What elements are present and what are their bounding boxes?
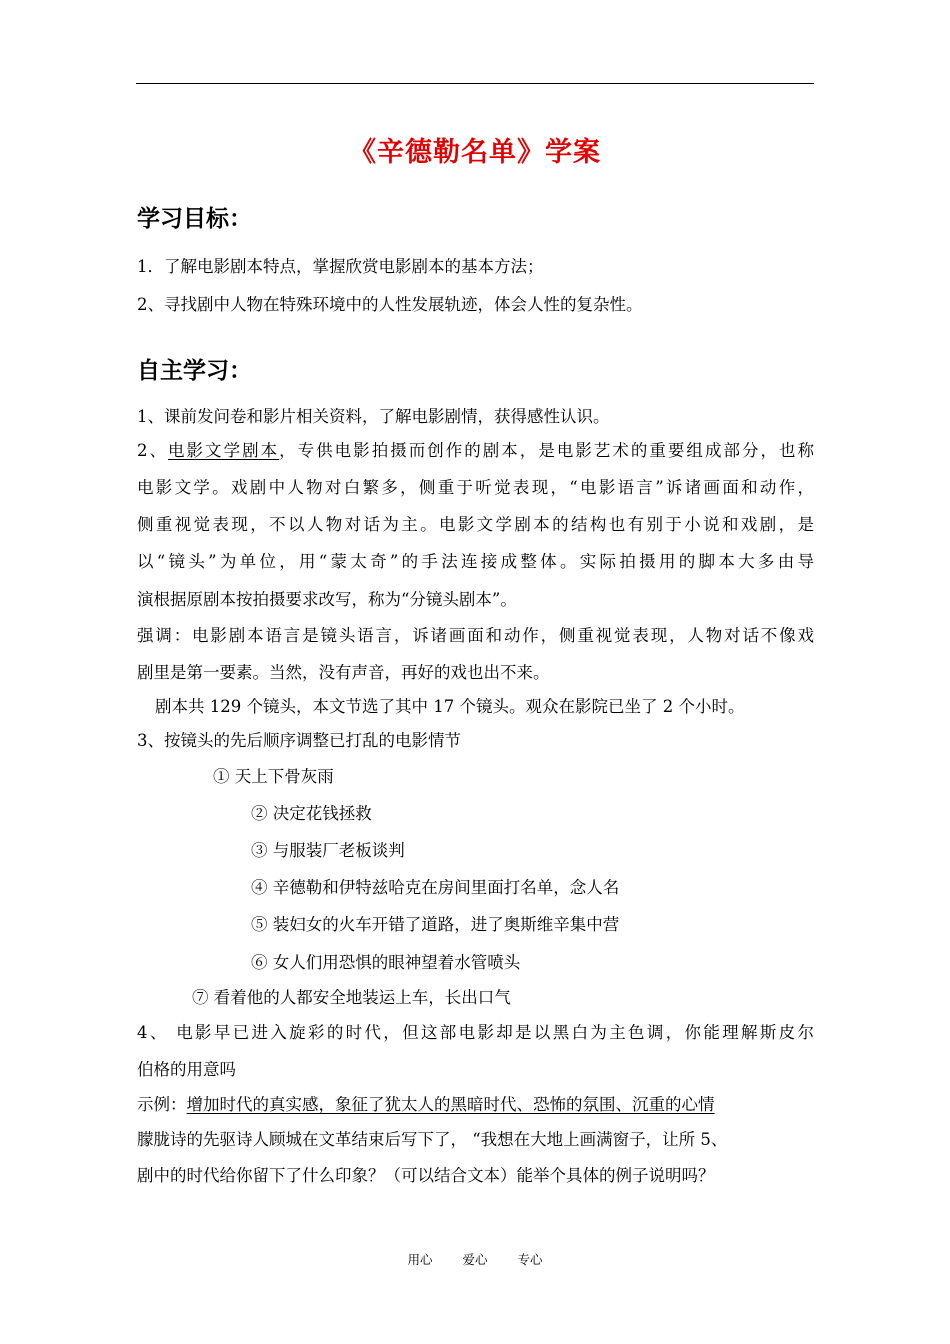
- self-study-item-1: 1、课前发问卷和影片相关资料，了解电影剧情，获得感性认识。: [137, 407, 610, 426]
- self-study-item-4-line-2: 伯格的用意吗: [137, 1060, 236, 1079]
- emphasis-line-2: 剧里是第一要素。当然，没有声音，再好的戏也出不来。: [137, 663, 550, 682]
- goals-heading: 学习目标：: [137, 206, 252, 232]
- emphasis-line-1: 强调：电影剧本语言是镜头语言，诉诸画面和动作，侧重视觉表现，人物对话不像戏: [137, 626, 814, 645]
- example-answer: 增加时代的真实感，象征了犹太人的黑暗时代、恐怖的氛围、沉重的心情: [186, 1095, 715, 1114]
- self-study-item-2-line-5: 演根据原剧本按拍摄要求改写，称为“分镜头剧本”。: [137, 590, 517, 609]
- plot-item-5: ⑤ 装妇女的火车开错了道路，进了奥斯维辛集中营: [251, 915, 620, 934]
- self-study-item-5: 剧中的时代给你留下了什么印象？（可以结合文本）能举个具体的例子说明吗？: [137, 1166, 715, 1185]
- self-study-item-4-line-1: 4、 电影早已进入旋彩的时代，但这部电影却是以黑白为主色调，你能理解斯皮尔: [137, 1023, 814, 1042]
- page-footer: [0, 1250, 950, 1268]
- header-rule: [136, 83, 814, 84]
- footer-word-1: 用心: [407, 1252, 433, 1267]
- plot-item-3: ③ 与服装厂老板谈判: [251, 841, 405, 860]
- item-2-text: ，专供电影拍摄而创作的剧本，是电影艺术的重要组成部分，也称: [279, 441, 815, 460]
- plot-item-6: ⑥ 女人们用恐惧的眼神望着水管喷头: [251, 953, 521, 972]
- page-title: 《辛德勒名单》学案: [349, 137, 601, 168]
- goal-item-1: 1．了解电影剧本特点，掌握欣赏电影剧本的基本方法；: [137, 257, 544, 276]
- plot-item-4: ④ 辛德勒和伊特兹哈克在房间里面打名单，念人名: [251, 878, 620, 897]
- footer-word-2: 爱心: [462, 1252, 488, 1267]
- plot-item-7: ⑦ 看着他的人都安全地装运上车，长出口气: [192, 988, 511, 1007]
- self-study-item-3: 3、按镜头的先后顺序调整已打乱的电影情节: [137, 731, 461, 750]
- self-study-item-2-line-1: [137, 437, 814, 461]
- self-study-item-2-line-2: 电影文学。戏剧中人物对白繁多，侧重于听觉表现，“电影语言”诉诸画面和动作，: [137, 478, 814, 497]
- plot-item-2: ② 决定花钱拯救: [251, 804, 372, 823]
- poem-line: 朦胧诗的先驱诗人顾城在文革结束后写下了， “我想在大地上画满窗子，让所 5、: [137, 1130, 728, 1149]
- footer-word-3: 专心: [517, 1252, 543, 1267]
- item-2-number: 2、: [137, 441, 169, 460]
- goal-item-2: 2、寻找剧中人物在特殊环境中的人性发展轨迹，体会人性的复杂性。: [137, 295, 643, 314]
- self-study-heading: 自主学习：: [137, 358, 252, 384]
- self-study-item-2-line-3: 侧重视觉表现，不以人物对话为主。电影文学剧本的结构也有别于小说和戏剧，是: [137, 515, 814, 534]
- screenplay-term: 电影文学剧本: [168, 441, 280, 460]
- example-line: [137, 1091, 715, 1115]
- self-study-item-2-line-4: 以“镜头”为单位，用“蒙太奇”的手法连接成整体。实际拍摄用的脚本大多由导: [137, 552, 814, 571]
- shot-count-note: 剧本共 129 个镜头，本文节选了其中 17 个镜头。观众在影院已坐了 2 个小时。: [155, 697, 745, 716]
- example-label: 示例：: [137, 1095, 187, 1114]
- plot-item-1: ① 天上下骨灰雨: [213, 767, 334, 786]
